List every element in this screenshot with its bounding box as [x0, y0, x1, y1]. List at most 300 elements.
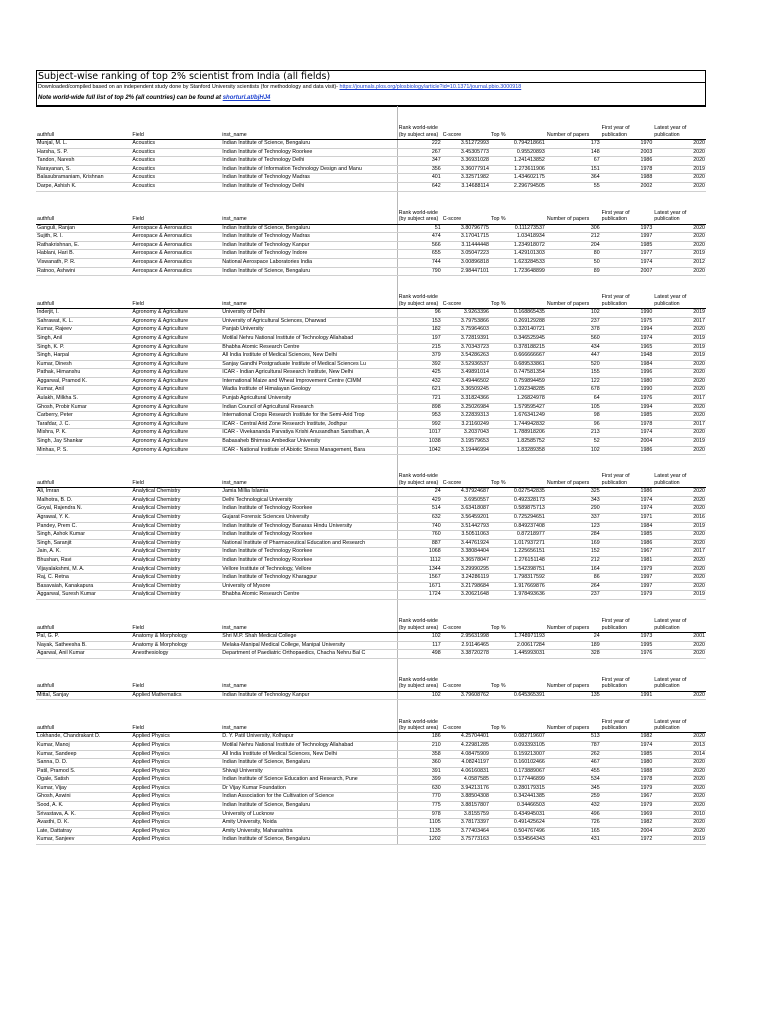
field-cell: Applied Physics	[131, 802, 221, 811]
institution-cell: Indian Institute of Technology Roorkee	[221, 556, 397, 565]
papers-cell: 496	[546, 810, 601, 819]
papers-cell: 364	[546, 174, 601, 183]
latest-year-cell: 2019	[653, 165, 706, 174]
author-cell: Ali, Imran	[36, 488, 131, 497]
rank-cell: 1567	[397, 574, 441, 583]
rank-cell: 24	[397, 488, 441, 497]
c-score-cell: 3.75773163	[442, 836, 490, 845]
field-cell: Acoustics	[131, 148, 221, 157]
field-cell: Applied Physics	[131, 741, 221, 750]
world-list-link[interactable]: shorturl.at/bjHJ4	[222, 95, 271, 101]
first-year-cell: 1982	[601, 733, 654, 742]
rank-cell: 978	[397, 810, 441, 819]
first-year-cell: 2007	[601, 267, 654, 276]
rank-cell: 1017	[397, 429, 441, 438]
rank-cell: 1038	[397, 438, 441, 447]
author-cell: Late, Dattatray	[36, 827, 131, 836]
field-cell: Aerospace & Aeronautics	[131, 224, 221, 233]
c-score-cell: 3.78173397	[442, 819, 490, 828]
field-cell: Acoustics	[131, 174, 221, 183]
papers-cell: 455	[546, 767, 601, 776]
first-year-cell: 1973	[601, 224, 654, 233]
top-percent-cell: 1.83289358	[490, 446, 546, 455]
top-percent-cell: 1.788918206	[490, 429, 546, 438]
ranking-table	[36, 106, 706, 845]
institution-cell: Indian Institute of Technology Delhi	[221, 157, 397, 166]
field-cell: Agronomy & Agriculture	[131, 377, 221, 386]
papers-cell: 264	[546, 582, 601, 591]
c-score-cell: 3.9263396	[442, 309, 490, 318]
author-cell: Ratnoo, Ashwini	[36, 267, 131, 276]
rank-cell: 1042	[397, 446, 441, 455]
header-authfull: authfull	[36, 191, 131, 224]
author-cell: Pathak, Himanshu	[36, 369, 131, 378]
author-cell: Carberry, Peter	[36, 412, 131, 421]
column-header-row	[36, 276, 706, 309]
latest-year-cell: 2020	[653, 776, 706, 785]
header-rank: Rank world-wide (by subject area)	[397, 658, 441, 691]
institution-cell: Dr Vijay Kumar Foundation	[221, 784, 397, 793]
rank-cell: 1135	[397, 827, 441, 836]
rank-cell: 474	[397, 233, 441, 242]
header-inst-name: inst_name	[221, 191, 397, 224]
table-row	[36, 317, 706, 326]
c-score-cell: 3.94213176	[442, 784, 490, 793]
c-score-cell: 3.00896818	[442, 258, 490, 267]
top-percent-cell: 0.320140721	[490, 326, 546, 335]
c-score-cell: 3.88157807	[442, 802, 490, 811]
c-score-cell: 3.36077914	[442, 165, 490, 174]
rank-cell: 744	[397, 258, 441, 267]
c-score-cell: 3.19446994	[442, 446, 490, 455]
header-inst-name: inst_name	[221, 107, 397, 140]
rank-cell: 898	[397, 403, 441, 412]
field-cell: Agronomy & Agriculture	[131, 438, 221, 447]
field-cell: Agronomy & Agriculture	[131, 309, 221, 318]
field-cell: Acoustics	[131, 165, 221, 174]
field-cell: Analytical Chemistry	[131, 505, 221, 514]
c-score-cell: 4.08241197	[442, 759, 490, 768]
author-cell: Tarafdar, J. C.	[36, 420, 131, 429]
latest-year-cell: 2019	[653, 836, 706, 845]
author-cell: Patil, Pramod S.	[36, 767, 131, 776]
first-year-cell: 2002	[601, 182, 654, 191]
top-percent-cell: 0.95520893	[490, 148, 546, 157]
top-percent-cell: 0.759894459	[490, 377, 546, 386]
header-c-score: C-score	[442, 455, 490, 488]
table-row	[36, 802, 706, 811]
c-score-cell: 2.98447101	[442, 267, 490, 276]
author-cell: Kumar, Dinesh	[36, 360, 131, 369]
first-year-cell: 1978	[601, 165, 654, 174]
first-year-cell: 2004	[601, 438, 654, 447]
field-cell: Applied Physics	[131, 793, 221, 802]
field-cell: Aerospace & Aeronautics	[131, 233, 221, 242]
papers-cell: 135	[546, 691, 601, 700]
author-cell: Lokhande, Chandrakant D.	[36, 733, 131, 742]
papers-cell: 345	[546, 784, 601, 793]
papers-cell: 102	[546, 446, 601, 455]
c-score-cell: 3.44761924	[442, 539, 490, 548]
first-year-cell: 1994	[601, 326, 654, 335]
papers-cell: 467	[546, 759, 601, 768]
rank-cell: 360	[397, 759, 441, 768]
first-year-cell: 1980	[601, 377, 654, 386]
first-year-cell: 1970	[601, 140, 654, 149]
source-note	[36, 83, 706, 91]
author-cell: Kumar, Anil	[36, 386, 131, 395]
c-score-cell: 3.11444448	[442, 241, 490, 250]
field-cell: Applied Physics	[131, 836, 221, 845]
rank-cell: 392	[397, 360, 441, 369]
institution-cell: Melaka-Manipal Medical College, Manipal University	[221, 641, 397, 650]
author-cell: Sahrawat, K. L.	[36, 317, 131, 326]
author-cell: Singh, Ashok Kumar	[36, 531, 131, 540]
top-percent-cell: 0.269129288	[490, 317, 546, 326]
author-cell: Narayanan, S.	[36, 165, 131, 174]
rank-cell: 401	[397, 174, 441, 183]
header-number-of-papers: Number of papers	[546, 599, 601, 632]
field-cell: Analytical Chemistry	[131, 522, 221, 531]
author-cell: Sood, A. K.	[36, 802, 131, 811]
field-cell: Agronomy & Agriculture	[131, 334, 221, 343]
rank-cell: 953	[397, 412, 441, 421]
top-percent-cell: 2.296794505	[490, 182, 546, 191]
latest-year-cell: 2014	[653, 750, 706, 759]
papers-cell: 50	[546, 258, 601, 267]
header-first-year: First year of publication	[601, 455, 654, 488]
table-row	[36, 531, 706, 540]
c-score-cell: 3.14688114	[442, 182, 490, 191]
papers-cell: 337	[546, 514, 601, 523]
latest-year-cell: 2020	[653, 641, 706, 650]
top-percent-cell: 1.225656151	[490, 548, 546, 557]
source-note-text: Downloaded/compiled based on an independent study done by Stanford University scientists (for methodology and data visit)-	[38, 84, 338, 90]
first-year-cell: 1982	[601, 819, 654, 828]
top-percent-cell: 1.676341249	[490, 412, 546, 421]
first-year-cell: 1991	[601, 691, 654, 700]
table-row	[36, 395, 706, 404]
source-link[interactable]: https://journals.plos.org/plosbiology/article?id=10.1371/journal.pbio.3000918	[339, 84, 522, 90]
first-year-cell: 1984	[601, 522, 654, 531]
header-rank: Rank world-wide (by subject area)	[397, 700, 441, 733]
first-year-cell: 1967	[601, 548, 654, 557]
top-percent-cell: 0.378188215	[490, 343, 546, 352]
field-cell: Agronomy & Agriculture	[131, 360, 221, 369]
latest-year-cell: 2012	[653, 258, 706, 267]
latest-year-cell: 2020	[653, 556, 706, 565]
author-cell: Ogale, Satish	[36, 776, 131, 785]
top-percent-cell: 0.794218661	[490, 140, 546, 149]
institution-cell: Bhabha Atomic Research Centre	[221, 591, 397, 600]
institution-cell: Indian Institute of Science Education and Research, Pune	[221, 776, 397, 785]
field-cell: Analytical Chemistry	[131, 548, 221, 557]
table-row	[36, 224, 706, 233]
c-score-cell: 3.8155759	[442, 810, 490, 819]
rank-cell: 770	[397, 793, 441, 802]
papers-cell: 678	[546, 386, 601, 395]
first-year-cell: 1985	[601, 241, 654, 250]
papers-cell: 148	[546, 148, 601, 157]
first-year-cell: 1974	[601, 496, 654, 505]
rank-cell: 267	[397, 148, 441, 157]
rank-cell: 356	[397, 165, 441, 174]
table-row	[36, 793, 706, 802]
latest-year-cell: 2020	[653, 759, 706, 768]
table-row	[36, 548, 706, 557]
top-percent-cell: 1.03418934	[490, 233, 546, 242]
field-cell: Applied Physics	[131, 776, 221, 785]
first-year-cell: 1967	[601, 793, 654, 802]
author-cell: Singh, Anil	[36, 334, 131, 343]
table-row	[36, 412, 706, 421]
header-field: Field	[131, 276, 221, 309]
first-year-cell: 1980	[601, 759, 654, 768]
papers-cell: 151	[546, 165, 601, 174]
institution-cell: Indian Council of Agricultural Research	[221, 403, 397, 412]
field-cell: Applied Physics	[131, 750, 221, 759]
rank-cell: 197	[397, 334, 441, 343]
table-row	[36, 386, 706, 395]
institution-cell: Indian Institute of Technology Roorkee	[221, 148, 397, 157]
header-inst-name: inst_name	[221, 658, 397, 691]
header-latest-year: Latest year of publication	[653, 107, 706, 140]
author-cell: Mittal, Sanjay	[36, 691, 131, 700]
institution-cell: Indian Institute of Technology Delhi	[221, 182, 397, 191]
header-c-score: C-score	[442, 276, 490, 309]
top-percent-cell: 1.978493636	[490, 591, 546, 600]
header-first-year: First year of publication	[601, 700, 654, 733]
author-cell: Kumar, Sanjeev	[36, 836, 131, 845]
header-top-percent: Top %	[490, 107, 546, 140]
author-cell: Sujith, R. I.	[36, 233, 131, 242]
top-percent-cell: 0.725294651	[490, 514, 546, 523]
institution-cell: Indian Institute of Science, Bengaluru	[221, 140, 397, 149]
top-percent-cell: 1.798317592	[490, 574, 546, 583]
latest-year-cell: 2017	[653, 548, 706, 557]
papers-cell: 343	[546, 496, 601, 505]
rank-cell: 391	[397, 767, 441, 776]
c-score-cell: 2.91146465	[442, 641, 490, 650]
header-first-year: First year of publication	[601, 658, 654, 691]
institution-cell: Indian Institute of Technology Madras	[221, 174, 397, 183]
author-cell: Kumar, Manoj	[36, 741, 131, 750]
rank-cell: 1105	[397, 819, 441, 828]
first-year-cell: 2003	[601, 148, 654, 157]
papers-cell: 259	[546, 793, 601, 802]
papers-cell: 122	[546, 377, 601, 386]
latest-year-cell: 2019	[653, 309, 706, 318]
latest-year-cell: 2020	[653, 819, 706, 828]
c-score-cell: 3.77403464	[442, 827, 490, 836]
papers-cell: 212	[546, 233, 601, 242]
c-score-cell: 3.36509245	[442, 386, 490, 395]
author-cell: Kumar, Rajeev	[36, 326, 131, 335]
c-score-cell: 3.72819391	[442, 334, 490, 343]
author-cell: Aggarwal, Pramod K.	[36, 377, 131, 386]
latest-year-cell: 2020	[653, 157, 706, 166]
c-score-cell: 4.25704401	[442, 733, 490, 742]
c-score-cell: 4.37924687	[442, 488, 490, 497]
latest-year-cell: 2001	[653, 632, 706, 641]
c-score-cell: 3.49891014	[442, 369, 490, 378]
first-year-cell: 1971	[601, 514, 654, 523]
c-score-cell: 3.2037043	[442, 429, 490, 438]
institution-cell: International Maize and Wheat Improvement Centre (CIMM	[221, 377, 397, 386]
first-year-cell: 1973	[601, 632, 654, 641]
header-c-score: C-score	[442, 191, 490, 224]
rank-cell: 102	[397, 691, 441, 700]
table-row	[36, 591, 706, 600]
field-cell: Aerospace & Aeronautics	[131, 258, 221, 267]
rank-cell: 222	[397, 140, 441, 149]
papers-cell: 513	[546, 733, 601, 742]
papers-cell: 520	[546, 360, 601, 369]
header-c-score: C-score	[442, 700, 490, 733]
c-score-cell: 3.52936537	[442, 360, 490, 369]
c-score-cell: 3.56459201	[442, 514, 490, 523]
c-score-cell: 3.36578047	[442, 556, 490, 565]
table-row	[36, 140, 706, 149]
header-field: Field	[131, 599, 221, 632]
field-cell: Agronomy & Agriculture	[131, 446, 221, 455]
header-top-percent: Top %	[490, 276, 546, 309]
table-row	[36, 819, 706, 828]
top-percent-cell: 1.744942832	[490, 420, 546, 429]
top-percent-cell: 1.429101303	[490, 250, 546, 259]
top-percent-cell: 0.34466503	[490, 802, 546, 811]
latest-year-cell: 2020	[653, 827, 706, 836]
table-row	[36, 691, 706, 700]
field-cell: Agronomy & Agriculture	[131, 429, 221, 438]
first-year-cell: 1972	[601, 836, 654, 845]
top-percent-cell: 1.273611906	[490, 165, 546, 174]
header-c-score: C-score	[442, 599, 490, 632]
latest-year-cell: 2020	[653, 784, 706, 793]
table-row	[36, 556, 706, 565]
header-rank: Rank world-wide (by subject area)	[397, 107, 441, 140]
latest-year-cell: 2020	[653, 412, 706, 421]
top-percent-cell: 1.82585752	[490, 438, 546, 447]
author-cell: Nayak, Satheesha B.	[36, 641, 131, 650]
institution-cell: Panjab University	[221, 326, 397, 335]
table-row	[36, 157, 706, 166]
header-top-percent: Top %	[490, 455, 546, 488]
field-cell: Applied Physics	[131, 819, 221, 828]
author-cell: Basavaiah, Kanakapura	[36, 582, 131, 591]
header-authfull: authfull	[36, 107, 131, 140]
institution-cell: Babasaheb Bhimrao Ambedkar University	[221, 438, 397, 447]
c-score-cell: 3.88504308	[442, 793, 490, 802]
header-inst-name: inst_name	[221, 455, 397, 488]
institution-cell: All India Institute of Medical Sciences, New Delhi	[221, 352, 397, 361]
rank-cell: 498	[397, 650, 441, 659]
latest-year-cell: 2020	[653, 148, 706, 157]
institution-cell: University of Agricultural Sciences, Dharwad	[221, 317, 397, 326]
table-row	[36, 836, 706, 845]
top-percent-cell: 0.534564343	[490, 836, 546, 845]
author-cell: Viswanath, P. R.	[36, 258, 131, 267]
header-top-percent: Top %	[490, 658, 546, 691]
first-year-cell: 1986	[601, 157, 654, 166]
table-row	[36, 759, 706, 768]
author-cell: Ganguli, Ranjan	[36, 224, 131, 233]
header-number-of-papers: Number of papers	[546, 658, 601, 691]
c-score-cell: 3.70343723	[442, 343, 490, 352]
first-year-cell: 1978	[601, 420, 654, 429]
latest-year-cell: 2020	[653, 369, 706, 378]
c-score-cell: 4.08475909	[442, 750, 490, 759]
institution-cell: Indian Institute of Science, Bengaluru	[221, 802, 397, 811]
papers-cell: 24	[546, 632, 601, 641]
author-cell: Mishra, P. K.	[36, 429, 131, 438]
field-cell: Applied Physics	[131, 759, 221, 768]
rank-cell: 429	[397, 496, 441, 505]
first-year-cell: 1995	[601, 641, 654, 650]
top-percent-cell: 2.00617284	[490, 641, 546, 650]
papers-cell: 212	[546, 556, 601, 565]
field-cell: Analytical Chemistry	[131, 531, 221, 540]
latest-year-cell: 2020	[653, 326, 706, 335]
rank-cell: 887	[397, 539, 441, 548]
top-percent-cell: 0.159213007	[490, 750, 546, 759]
header-top-percent: Top %	[490, 191, 546, 224]
rank-cell: 96	[397, 309, 441, 318]
field-cell: Agronomy & Agriculture	[131, 343, 221, 352]
first-year-cell: 1985	[601, 412, 654, 421]
latest-year-cell: 2019	[653, 438, 706, 447]
institution-cell: Indian Institute of Science, Bengaluru	[221, 836, 397, 845]
header-first-year: First year of publication	[601, 191, 654, 224]
author-cell: Singh, K. P.	[36, 343, 131, 352]
author-cell: Kumar, Vijay	[36, 784, 131, 793]
c-score-cell: 3.54286263	[442, 352, 490, 361]
institution-cell: Indian Institute of Technology Roorkee	[221, 531, 397, 540]
first-year-cell: 1996	[601, 369, 654, 378]
c-score-cell: 3.50511063	[442, 531, 490, 540]
c-score-cell: 3.63418087	[442, 505, 490, 514]
top-percent-cell: 0.093393105	[490, 741, 546, 750]
header-c-score: C-score	[442, 658, 490, 691]
table-row	[36, 309, 706, 318]
table-row	[36, 741, 706, 750]
table-row	[36, 827, 706, 836]
c-score-cell: 3.80796775	[442, 224, 490, 233]
field-cell: Analytical Chemistry	[131, 565, 221, 574]
field-cell: Analytical Chemistry	[131, 496, 221, 505]
institution-cell: National Institute of Pharmaceutical Education and Research	[221, 539, 397, 548]
table-row	[36, 446, 706, 455]
author-cell: Bhushan, Ravi	[36, 556, 131, 565]
field-cell: Applied Physics	[131, 767, 221, 776]
author-cell: Singh, Jay Shankar	[36, 438, 131, 447]
spreadsheet	[36, 70, 706, 845]
first-year-cell: 1974	[601, 258, 654, 267]
papers-cell: 123	[546, 522, 601, 531]
c-score-cell: 3.24286119	[442, 574, 490, 583]
rank-cell: 621	[397, 386, 441, 395]
table-row	[36, 565, 706, 574]
field-cell: Agronomy & Agriculture	[131, 317, 221, 326]
papers-cell: 64	[546, 395, 601, 404]
header-top-percent: Top %	[490, 599, 546, 632]
institution-cell: Indian Institute of Science, Bengaluru	[221, 759, 397, 768]
first-year-cell: 1984	[601, 360, 654, 369]
author-cell: Rathakrishnan, E.	[36, 241, 131, 250]
institution-cell: Wadia Institute of Himalayan Geology	[221, 386, 397, 395]
column-header-row	[36, 658, 706, 691]
top-percent-cell: 0.342441385	[490, 793, 546, 802]
